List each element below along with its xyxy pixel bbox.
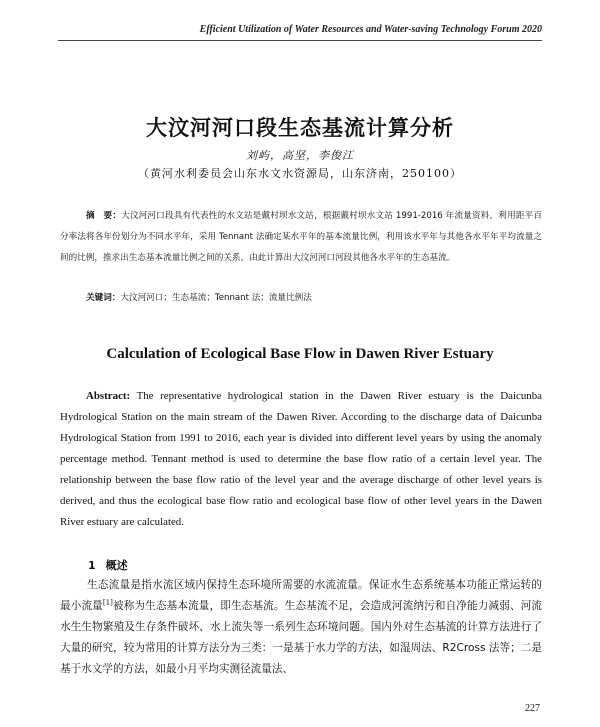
paragraph-part-1: 生态流量是指水流区域内保持生态环境所需要的水流流量。保证水生态系统基本功能正常运转的最小流量 xyxy=(60,579,542,612)
running-header: Efficient Utilization of Water Resources and Water-saving Technology Forum 2020 xyxy=(199,24,542,35)
english-abstract-label: Abstract: xyxy=(86,390,131,402)
header-rule xyxy=(58,40,542,41)
chinese-keywords-label: 关键词： xyxy=(86,293,121,303)
chinese-affiliation: （黄河水利委员会山东水文水资源局，山东济南，250100） xyxy=(138,167,462,180)
section-number: 1 xyxy=(88,559,96,572)
english-abstract-text: The representative hydrological station in the Dawen River estuary is the Daicunba Hydrological Station on the main stream of the Dawen River. According to the discharge data of Daicunba Hydrological Station from 1991 to 2016, each year is divided into different level years by using the anomaly percentage method. Tennant method is used to determine the base flow ratio of a certain level year. The relationship between the base flow ratio of the level year and the average discharge of other level years is derived, and thus the ecological base flow ratio and ecological base flow of other level years in the Dawen River estuary are calculated. xyxy=(60,390,542,528)
english-abstract xyxy=(60,386,542,533)
chinese-title: 大汶河河口段生态基流计算分析 xyxy=(146,116,454,140)
chinese-abstract-label: 摘 要： xyxy=(86,211,122,221)
chinese-authors: 刘屿，高坚，李俊江 xyxy=(246,149,354,162)
citation-link[interactable]: [1] xyxy=(102,598,113,607)
page-number: 227 xyxy=(525,703,540,714)
section-paragraph xyxy=(60,575,542,680)
chinese-abstract-text: 大汶河河口段具有代表性的水文站是戴村坝水文站，根据戴村坝水文站 1991-2016 年流量资料，利用距平百分率法将各年份划分为不同水平年，采用 Tennant 法确定某水平年的基本流量比例，利用该水平年与其他各水平年平均流量之间的比例，推求出生态基本流量比例之间的关系，由此计算出大汶河河口河段其他各水平年的生态基流。 xyxy=(60,211,542,263)
section-title: 概述 xyxy=(105,559,128,572)
chinese-abstract xyxy=(60,206,542,269)
chinese-keywords xyxy=(86,290,542,306)
english-title: Calculation of Ecological Base Flow in Dawen River Estuary xyxy=(106,346,494,362)
paragraph-part-2: 被称为生态基本流量，即生态基流。生态基流不足，会造成河流纳污和自净能力减弱、河流水生生物繁殖及生存条件破坏、水上流失等一系列生态环境问题。国内外对生态基流的计算方法进行了大量的研究，较为常用的计算方法分为三类：一是基于水力学的方法，如湿周法、R2Cross 法等；二是基于水文学的方法，如最小月平均实测径流量法、 xyxy=(60,600,543,675)
section-heading xyxy=(88,557,128,573)
chinese-keywords-text: 大汶河河口；生态基流；Tennant 法；流量比例法 xyxy=(120,293,312,303)
